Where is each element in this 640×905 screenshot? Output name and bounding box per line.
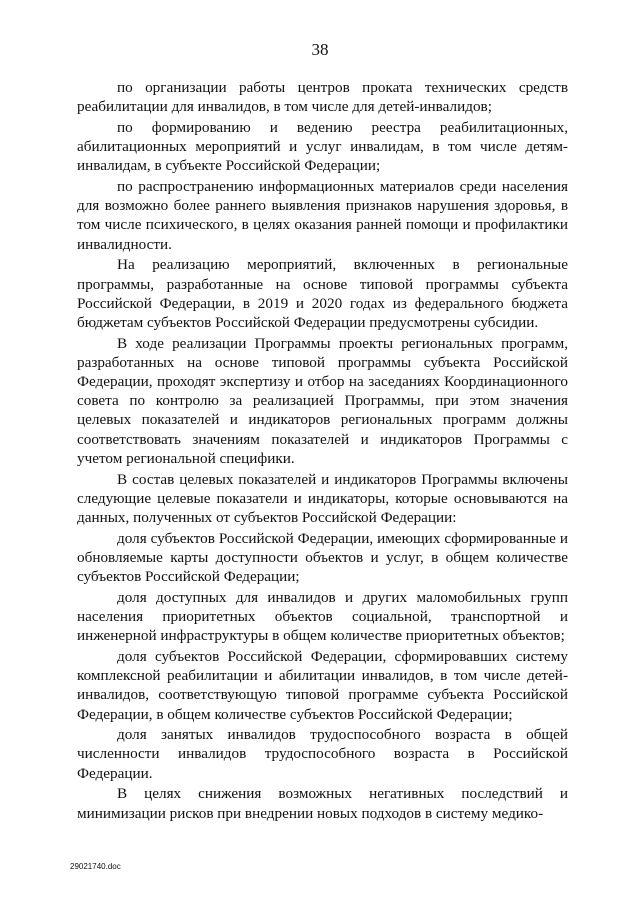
paragraph: доля субъектов Российской Федерации, сформировавших систему комплексной реабилитации и абилитации инвалидов, в том числе детей-инвалидов, соответствующую типовой программе субъекта Российской Федерации, в общем количестве субъектов Российской Федерации; <box>77 647 568 723</box>
page-number: 38 <box>311 40 329 59</box>
paragraph: по организации работы центров проката технических средств реабилитации для инвалидов, в том числе для детей-инвалидов; <box>77 79 568 116</box>
paragraph: доля доступных для инвалидов и других маломобильных групп населения приоритетных объектов социальной, транспортной и инженерной инфраструктуры в общем количестве приоритетных объектов; <box>77 588 568 645</box>
paragraph: В ходе реализации Программы проекты региональных программ, разработанных на основе типовой программы субъекта Российской Федерации, проходят экспертизу и отбор на заседаниях Координационного совета по контролю за реализацией Программы, при этом значения целевых показателей и индикаторов региональных программ должны соответствовать значениям показателей и индикаторов Программы с учетом региональной специфики. <box>77 334 568 467</box>
paragraph: В состав целевых показателей и индикаторов Программы включены следующие целевые показатели и индикаторы, которые основываются на данных, полученных от субъектов Российской Федерации: <box>77 470 568 526</box>
paragraph: по распространению информационных материалов среди населения для возможно более раннего выявления признаков нарушения здоровья, в том числе психического, в целях оказания ранней помощи и профилактики инвалидности. <box>77 178 568 253</box>
paragraph: В целях снижения возможных негативных последствий и минимизации рисков при внедрении новых подходов в систему медико- <box>77 785 568 822</box>
paragraph: На реализацию мероприятий, включенных в региональные программы, разработанные на основе типовой программы субъекта Российской Федерации, в 2019 и 2020 годах из федерального бюджета бюджетам субъектов Российской Федерации предусмотрены субсидии. <box>77 256 568 331</box>
document-body <box>77 78 568 823</box>
paragraph: по формированию и ведению реестра реабилитационных, абилитационных мероприятий и услуг инвалидам, в том числе детям-инвалидам, в субъекте Российской Федерации; <box>77 118 568 175</box>
paragraph: доля занятых инвалидов трудоспособного возраста в общей численности инвалидов трудоспособного возраста в Российской Федерации. <box>77 726 568 782</box>
paragraph: доля субъектов Российской Федерации, имеющих сформированные и обновляемые карты доступности объектов и услуг, в общем количестве субъектов Российской Федерации; <box>77 529 568 586</box>
document-filename: 29021740.doc <box>70 862 121 871</box>
